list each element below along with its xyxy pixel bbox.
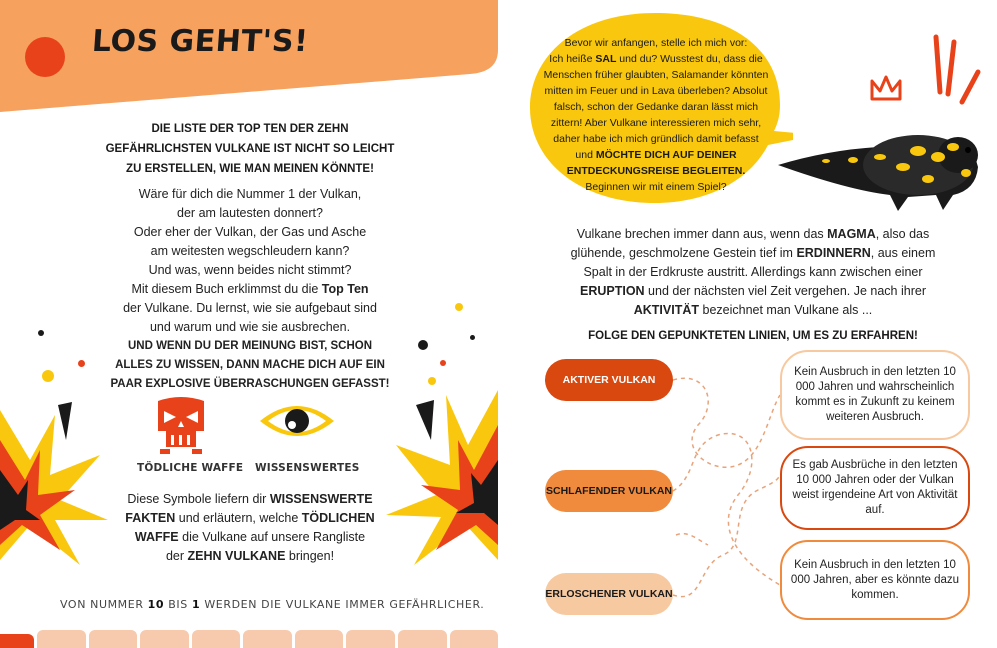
symbols-explanation [105,490,395,566]
dotted-connector-lines [668,355,788,625]
page-tab [243,630,292,648]
body-line: am weitesten wegschleudern kann? [150,244,350,258]
text-span: die Vulkane auf unsere Rangliste [178,530,366,544]
symbols-line [105,490,395,509]
symbols-line [105,528,395,547]
top-ten-emphasis: Top Ten [321,282,369,296]
body-line: Oder eher der Vulkan, der Gas und Asche [133,225,367,239]
volcano-description [558,225,948,320]
text-emphasis: WISSENSWERTE [269,492,373,506]
desc-emphasis: AKTIVITÄT [633,303,700,317]
text-emphasis: FAKTEN [125,511,176,525]
desc-span: , also das [875,227,930,241]
body-bold-line: UND WENN DU DER MEINUNG BIST, SCHON [127,340,373,352]
symbols-line [105,547,395,566]
intro-line: DIE LISTE DER TOP TEN DER ZEHN [151,123,349,135]
header-dot [25,37,65,77]
left-page [0,0,498,648]
page-tabs [0,630,498,648]
deco-dot [38,330,44,336]
deco-dot [78,360,85,367]
footer-span: BIS [164,598,192,611]
skull-icon [152,395,210,457]
bubble-line: Beginnen wir mit einem Spiel? [585,181,727,193]
bubble-line [536,147,776,163]
sparkle-lines-icon [926,32,986,112]
body-bold-line: PAAR EXPLOSIVE ÜBERRASCHUNGEN GEFASST! [110,378,390,390]
footer-span: WERDEN DIE VULKANE IMMER GEFÄHRLICHER. [200,598,485,611]
page-tab [450,630,499,648]
page-title: LOS GEHT'S! [90,24,310,59]
speech-bubble-text [536,35,776,195]
page-tab [295,630,344,648]
bubble-line [536,163,776,179]
body-line: Wäre für dich die Nummer 1 der Vulkan, [138,187,362,201]
body-line [95,280,405,299]
bubble-line: mitten im Feuer und in Lava überleben? Absolut [544,85,768,97]
deco-dot [418,340,428,350]
explosion-right-graphic [386,385,498,570]
desc-emphasis: MAGMA [827,227,876,241]
bubble-span: und [575,149,596,161]
salamander-image [768,95,988,215]
bubble-line: Menschen früher glaubten, Salamander könnten [543,69,769,81]
answer-box-1[interactable]: Kein Ausbruch in den letzten 10 000 Jahren und wahrscheinlich kommt es in Zukunft zu keinem weiteren Ausbruch. [780,350,970,440]
desc-line: Spalt in der Erdkruste austritt. Allerdings kann zwischen einer [583,265,923,279]
deco-dot [440,360,446,366]
eye-icon [258,401,336,441]
desc-span: und der nächsten viel Zeit vergehen. Je nach ihrer [644,284,926,298]
text-span: Diese Symbole liefern dir [127,492,270,506]
text-emphasis: TÖDLICHEN [301,511,375,525]
bubble-line [536,51,776,67]
sal-name: SAL [595,53,617,65]
bubble-span: und du? Wusstest du, dass die [616,53,763,65]
bubble-span: Ich heiße [549,53,596,65]
knowledge-label: WISSENSWERTES [255,462,360,474]
body-text [95,185,405,394]
answer-box-2[interactable]: Es gab Ausbrüche in den letzten 10 000 Jahren oder der Vulkan weist irgendeine Art von Aktivität auf. [780,446,970,530]
page-tab [398,630,447,648]
footer-number: 10 [147,598,165,611]
desc-line [558,301,948,320]
text-span: der [165,549,188,563]
bubble-line: Bevor wir anfangen, stelle ich mich vor: [564,37,748,49]
body-line: der Vulkane. Du lernst, wie sie aufgebaut sind [123,301,377,315]
page-tab [192,630,241,648]
desc-line [558,282,948,301]
deco-dot [428,377,436,385]
desc-span: Vulkane brechen immer dann aus, wenn das [576,227,828,241]
bubble-emphasis: ENTDECKUNGSREISE BEGLEITEN. [566,165,746,177]
footer-number: 1 [191,598,201,611]
symbols-line [105,509,395,528]
desc-span: bezeichnet man Vulkane als ... [699,303,873,317]
page-tab [346,630,395,648]
bubble-line: daher habe ich mich gründlich damit befasst [553,133,759,145]
pill-active-volcano[interactable]: AKTIVER VULKAN [545,359,673,401]
body-span: Mit diesem Buch erklimmst du die [131,282,322,296]
body-bold-line: ALLES ZU WISSEN, DANN MACHE DICH AUF EIN [115,359,385,371]
intro-line: ZU ERSTELLEN, WIE MAN MEINEN KÖNNTE! [126,163,374,175]
follow-instruction: FOLGE DEN GEPUNKTETEN LINIEN, UM ES ZU ERFAHREN! [588,330,918,342]
crown-icon [869,73,903,103]
body-line: Und was, wenn beides nicht stimmt? [148,263,352,277]
bubble-emphasis: MÖCHTE DICH AUF DEINER [595,149,737,161]
pill-dormant-volcano[interactable]: SCHLAFENDER VULKAN [545,470,673,512]
desc-emphasis: ERDINNERN [796,246,871,260]
bubble-line: zittern! Aber Vulkane interessieren mich sehr, [550,117,762,129]
page-tab [140,630,189,648]
right-page [498,0,997,648]
text-emphasis: WAFFE [134,530,179,544]
desc-line [558,225,948,244]
header-band [0,0,498,120]
deco-dot [42,370,54,382]
page-tab [37,630,86,648]
body-line: und warum und wie sie ausbrechen. [149,320,351,334]
ranking-footer [60,598,484,611]
text-emphasis: ZEHN VULKANE [187,549,286,563]
answer-box-3[interactable]: Kein Ausbruch in den letzten 10 000 Jahren, aber es könnte dazu kommen. [780,540,970,620]
text-span: bringen! [285,549,335,563]
page-tab [89,630,138,648]
body-line: der am lautesten donnert? [177,206,323,220]
footer-span: VON NUMMER [60,598,148,611]
text-span: und erläutern, welche [175,511,302,525]
desc-span: glühende, geschmolzene Gestein tief im [570,246,797,260]
deadly-weapon-label: TÖDLICHE WAFFE [137,462,244,474]
bubble-line: falsch, schon der Gedanke daran lässt mich [553,101,759,113]
explosion-left-graphic [0,400,110,570]
desc-span: , aus einem [870,246,936,260]
desc-line [558,244,948,263]
intro-line: GEFÄHRLICHSTEN VULKANE IST NICHT SO LEICHT [105,143,395,155]
deco-dot [470,335,475,340]
intro-text [100,119,400,179]
desc-emphasis: ERUPTION [579,284,645,298]
deco-dot [455,303,463,311]
pill-extinct-volcano[interactable]: ERLOSCHENER VULKAN [545,573,673,615]
